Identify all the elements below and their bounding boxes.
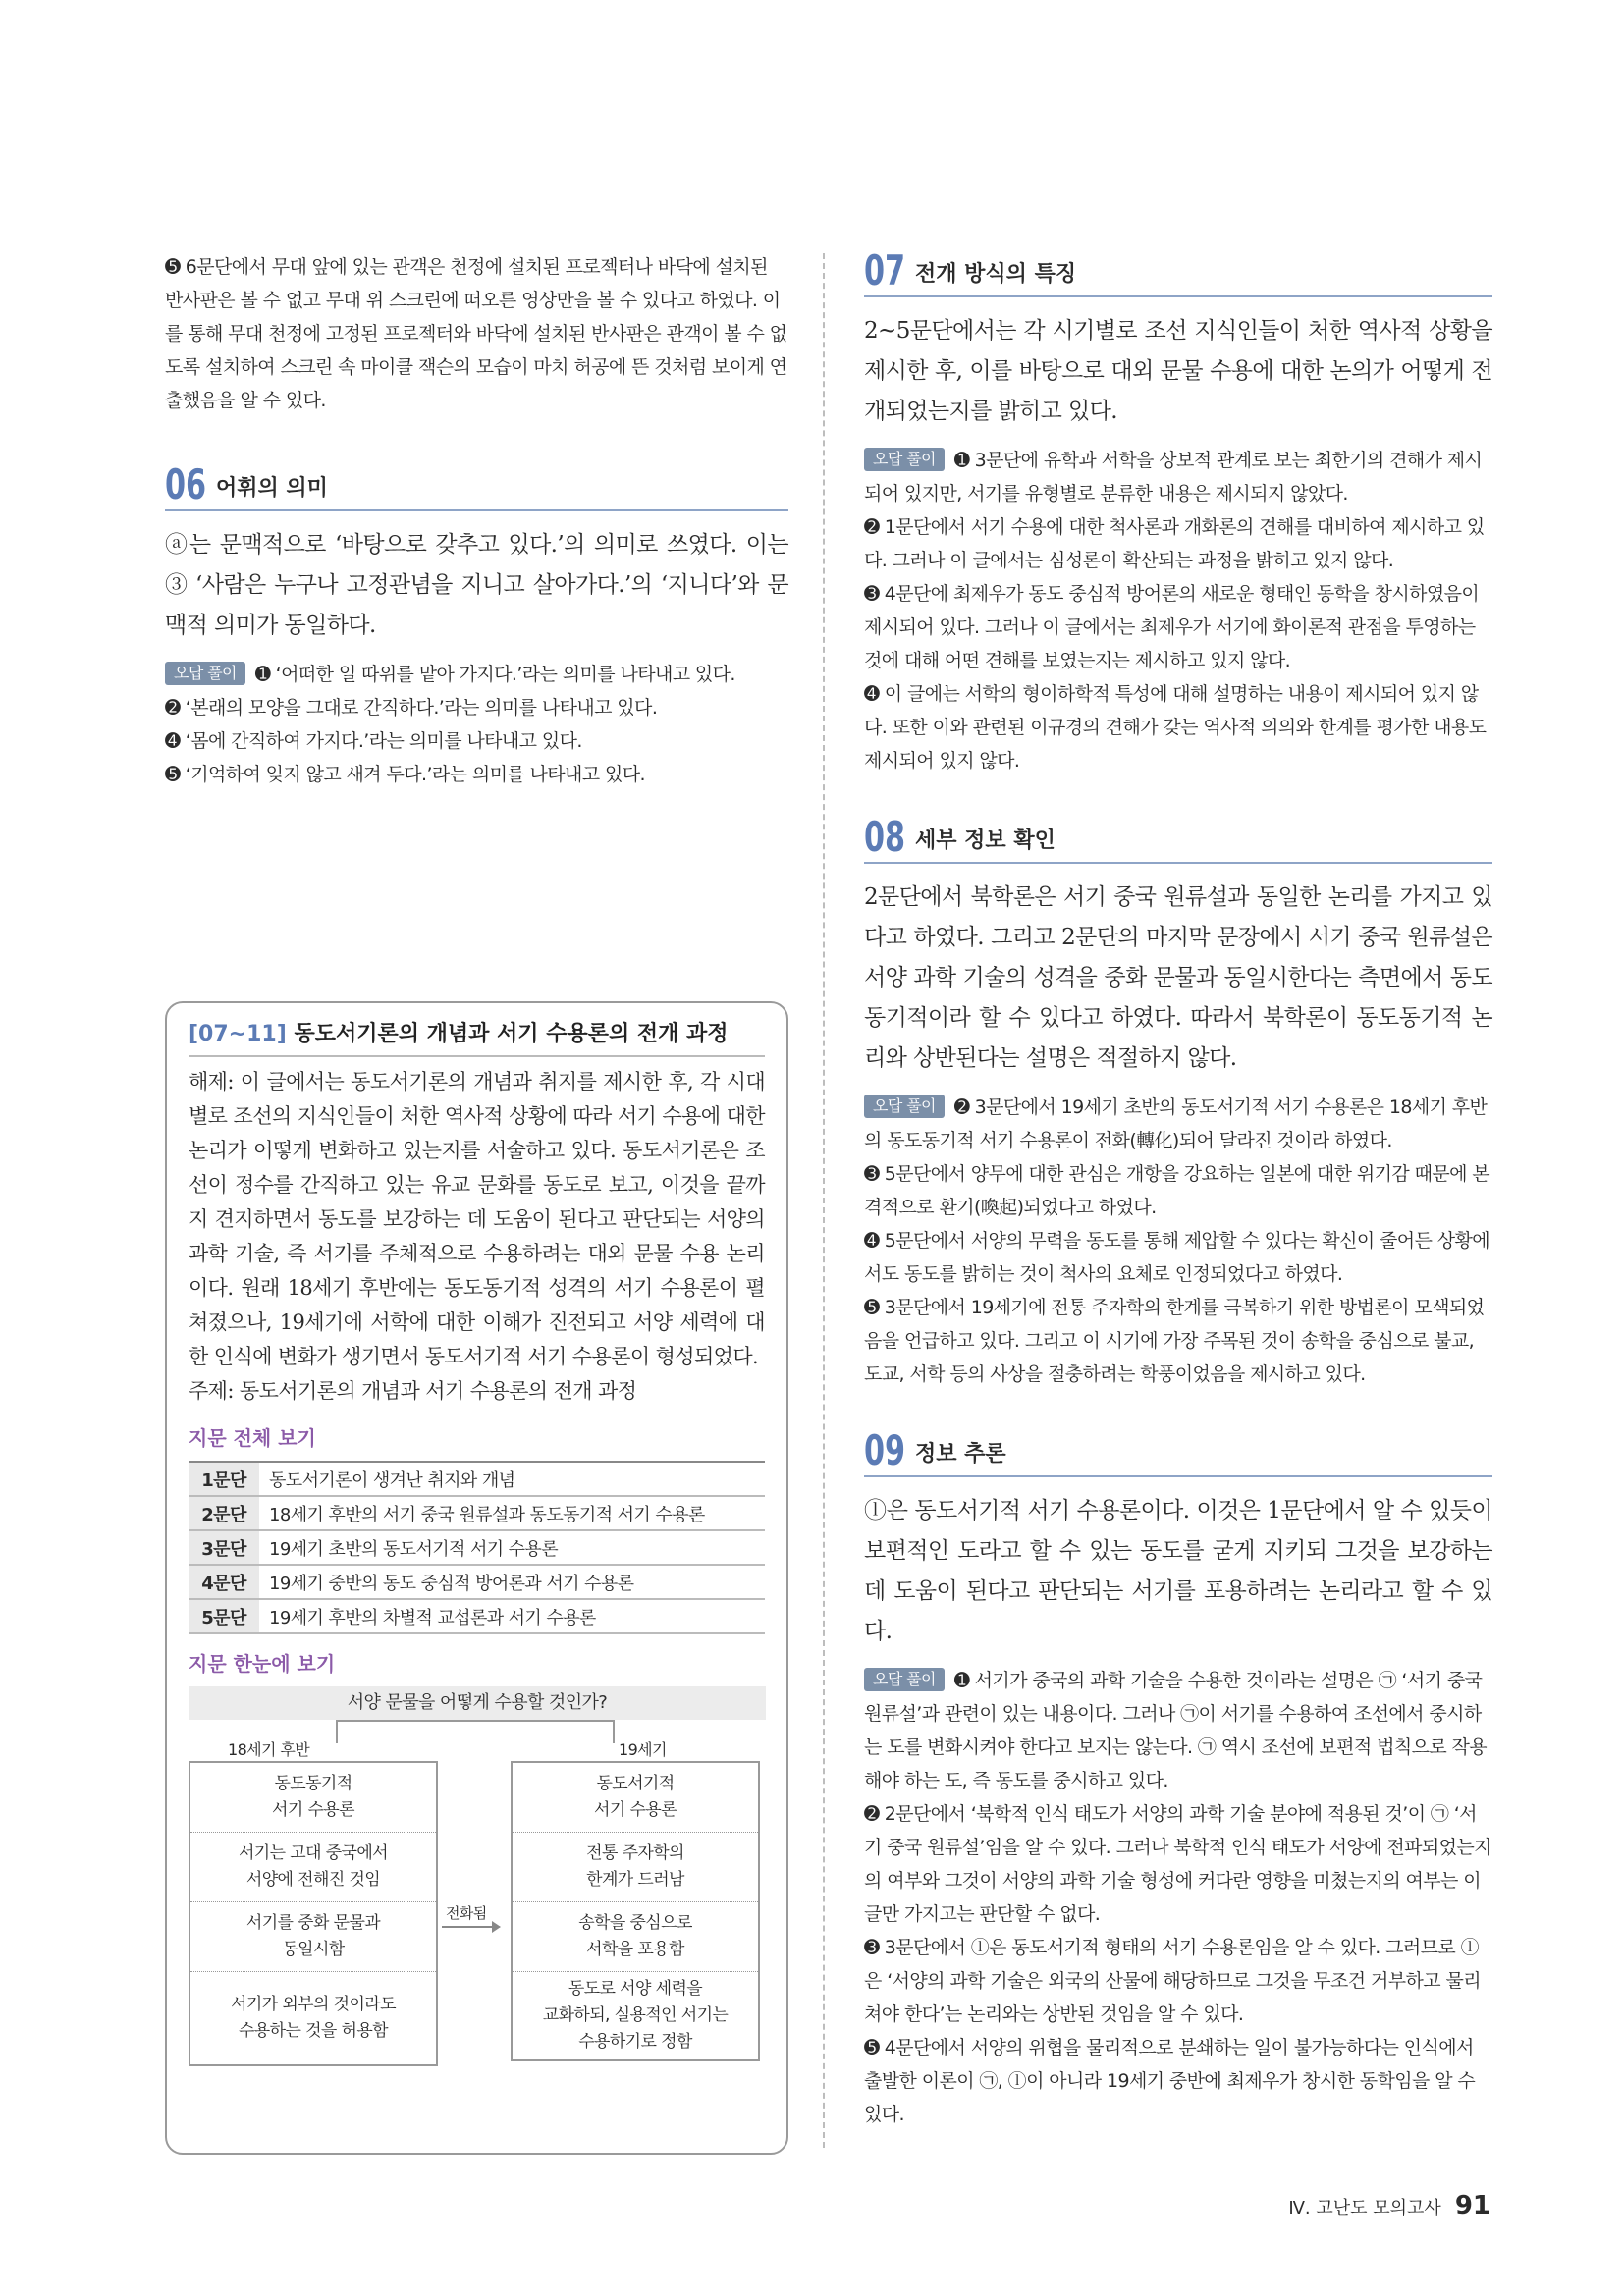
wrong-answer-badge: 오답 풀이 — [864, 1668, 945, 1691]
diagram-cell: 전통 주자학의 한계가 드러남 — [513, 1833, 758, 1902]
right-era-label: 19세기 — [619, 1740, 667, 1759]
wrong-answer-notes — [864, 1091, 1492, 1391]
section-heading-07 — [864, 246, 1492, 297]
paragraph-key: 2문단 — [189, 1496, 259, 1530]
section-body: ⓐ는 문맥적으로 ‘바탕으로 갖추고 있다.’의 의미로 쓰였다. 이는 ➂ ‘사람은 누구나 고정관념을 지니고 살아가다.’의 ‘지니다’와 문맥적 의미가 동일하다. — [165, 532, 788, 638]
note-item: ➌ 3문단에서 ⓛ은 동도서기적 형태의 서기 수용론임을 알 수 있다. 그러므로 ⓛ은 ‘서양의 과학 기술은 외국의 산물에 해당하므로 그것을 무조건 거부하고 물리쳐야 한다’는 논리와는 상반된 것임을 알 수 있다. — [864, 1937, 1481, 2025]
wrong-answer-badge: 오답 풀이 — [864, 448, 945, 471]
note-item: ➎ 3문단에서 19세기에 전통 주자학의 한계를 극복하기 위한 방법론이 모색되었음을 언급하고 있다. 그리고 이 시기에 가장 주목된 것이 송학을 중심으로 불교, 도교, 서학 등의 사상을 절충하려는 학풍이었음을 제시하고 있다. — [864, 1297, 1485, 1385]
right-diagram-box — [511, 1761, 760, 2061]
section-heading-09 — [864, 1426, 1492, 1477]
left-diagram-box — [189, 1761, 438, 2066]
diagram-cell: 서기가 외부의 것이라도 수용하는 것을 허용함 — [231, 1995, 396, 2041]
footer-section: Ⅳ. 고난도 모의고사 — [1288, 2198, 1441, 2218]
paragraph-table — [189, 1461, 765, 1634]
paragraph-summary: 19세기 후반의 차별적 교섭론과 서기 수용론 — [259, 1599, 765, 1633]
note-item: ➌ 4문단에 최제우가 동도 중심적 방어론의 새로운 형태인 동학을 창시하였음이 제시되어 있다. 그러나 이 글에서는 최제우가 서기에 화이론적 관점을 투영하는 것에 대해 어떤 견해를 보였는지는 제시하고 있지 않다. — [864, 583, 1480, 671]
diagram-question: 서양 문물을 어떻게 수용할 것인가? — [189, 1686, 766, 1720]
diagram-cell: 동도서기적 서기 수용론 — [513, 1763, 758, 1833]
box-title-text: 동도서기론의 개념과 서기 수용론의 전개 과정 — [294, 1022, 729, 1046]
table-row — [189, 1496, 765, 1530]
note-item: ➊ 서기가 중국의 과학 기술을 수용한 것이라는 설명은 ㉠ ‘서기 중국 원류설’과 관련이 있는 내용이다. 그러나 ㉠이 서기를 수용하여 조선에서 중시하는 도를 변화시켜야 한다고 보지는 않는다. ㉠ 역시 조선에 보편적 법칙으로 작용해야 하는 도, 즉 동도를 중시하고 있다. — [864, 1670, 1488, 1791]
page-number: 91 — [1454, 2191, 1490, 2220]
column-divider — [823, 253, 825, 2148]
section-title: 어휘의 의미 — [216, 476, 328, 501]
diagram-cell: 동도로 서양 세력을 교화하되, 실용적인 서기는 수용하기로 정함 — [542, 1979, 729, 2052]
diagram-bracket — [336, 1720, 615, 1743]
diagram-cell: 서기는 고대 중국에서 서양에 전해진 것임 — [190, 1833, 436, 1902]
paragraph-summary: 19세기 중반의 동도 중심적 방어론과 서기 수용론 — [259, 1565, 765, 1599]
paragraph-key: 3문단 — [189, 1530, 259, 1565]
note-item: ➍ ‘몸에 간직하여 가지다.’라는 의미를 나타내고 있다. — [165, 730, 582, 752]
explanation-item: ➎ 6문단에서 무대 앞에 있는 관객은 천정에 설치된 프로젝터나 바닥에 설치된 반사판은 볼 수 없고 무대 위 스크린에 떠오른 영상만을 볼 수 있다고 하였다. 이를 통해 무대 천정에 고정된 프로젝터와 바닥에 설치된 반사판은 관객이 볼 수 없도록 설치하여 스크린 속 마이클 잭슨의 모습이 마치 허공에 뜬 것처럼 보이게 연출했음을 알 수 있다. — [165, 256, 787, 411]
section-title: 전개 방식의 특징 — [915, 262, 1077, 287]
section-title: 정보 추론 — [915, 1442, 1006, 1467]
left-era-label: 18세기 후반 — [228, 1740, 310, 1759]
diagram-cell: 동도동기적 서기 수용론 — [190, 1763, 436, 1833]
note-item: ➍ 5문단에서 서양의 무력을 동도를 통해 제압할 수 있다는 확신이 줄어든 상황에서도 동도를 밝히는 것이 척사의 요체로 인정되었다고 하였다. — [864, 1230, 1490, 1285]
table-row — [189, 1599, 765, 1633]
wrong-answer-notes — [165, 658, 788, 791]
question-range: [07~11] — [189, 1022, 287, 1046]
paragraph-key: 1문단 — [189, 1462, 259, 1496]
diagram-cell: 서기를 중화 문물과 동일시함 — [190, 1902, 436, 1972]
section-title: 세부 정보 확인 — [915, 828, 1056, 853]
note-item: ➎ ‘기억하여 잊지 않고 새겨 두다.’라는 의미를 나타내고 있다. — [165, 764, 645, 785]
wrong-answer-notes — [864, 444, 1492, 777]
note-item: ➋ 3문단에서 19세기 초반의 동도서기적 서기 수용론은 18세기 후반의 동도동기적 서기 수용론이 전화(轉化)되어 달라진 것이라 하였다. — [864, 1096, 1488, 1151]
paragraph-summary: 19세기 초반의 동도서기적 서기 수용론 — [259, 1530, 765, 1565]
wrong-answer-badge: 오답 풀이 — [165, 662, 245, 685]
comparison-diagram — [189, 1686, 765, 2059]
paragraph-summary: 동도서기론이 생겨난 취지와 개념 — [259, 1462, 765, 1496]
wrong-answer-badge: 오답 풀이 — [864, 1095, 945, 1118]
passage-summary: 해제: 이 글에서는 동도서기론의 개념과 취지를 제시한 후, 각 시대별로 조선의 지식인들이 처한 역사적 상황에 따라 서기 수용에 대한 논리가 어떻게 변화하고 있는지를 서술하고 있다. 동도서기론은 조선이 정수를 간직하고 있는 유교 문화를 동도로 보고, 이것을 끝까지 견지하면서 동도를 보강하는 데 도움이 된다고 판단되는 서양의 과학 기술, 즉 서기를 주체적으로 수용하려는 대외 문물 수용 논리이다. 원래 18세기 후반에는 동도동기적 성격의 서기 수용론이 펼쳐졌으나, 19세기에 서학에 대한 이해가 진전되고 서양 세력에 대한 인식에 변화가 생기면서 동도서기적 서기 수용론이 형성되었다. — [189, 1070, 765, 1368]
note-item: ➊ 3문단에 유학과 서학을 상보적 관계로 보는 최한기의 견해가 제시되어 있지만, 서기를 유형별로 분류한 내용은 제시되지 않았다. — [864, 450, 1483, 505]
section-body: 2문단에서 북학론은 서기 중국 원류설과 동일한 논리를 가지고 있다고 하였다. 그리고 2문단의 마지막 문장에서 서기 중국 원류설은 서양 과학 기술의 성격을 중화 문물과 동일시한다는 측면에서 동도동기적이라 할 수 있다고 하였다. 따라서 북학론이 동도동기적 논리와 상반된다는 설명은 적절하지 않다. — [864, 884, 1492, 1071]
section-number: 06 — [165, 460, 207, 508]
left-column — [165, 250, 788, 791]
passage-theme: 주제: 동도서기론의 개념과 서기 수용론의 전개 과정 — [189, 1379, 637, 1403]
note-item: ➋ 1문단에서 서기 수용에 대한 척사론과 개화론의 견해를 대비하여 제시하고 있다. 그러나 이 글에서는 심성론이 확산되는 과정을 밝히고 있지 않다. — [864, 516, 1485, 571]
page-footer — [1288, 2191, 1490, 2220]
table-row — [189, 1462, 765, 1496]
passage-summary-box — [165, 1001, 788, 2155]
note-item: ➌ 5문단에서 양무에 대한 관심은 개항을 강요하는 일본에 대한 위기감 때문에 본격적으로 환기(喚起)되었다고 하였다. — [864, 1163, 1490, 1218]
right-column — [864, 246, 1492, 2131]
section-number: 07 — [864, 246, 906, 294]
note-item: ➋ 2문단에서 ‘북학적 인식 태도가 서양의 과학 기술 분야에 적용된 것’이 ㉠ ‘서기 중국 원류설’임을 알 수 있다. 그러나 북학적 인식 태도가 서양에 전파되었는지의 여부와 그것이 서양의 과학 기술 형성에 커다란 영향을 미쳤는지의 여부는 이 글만 가지고는 판단할 수 없다. — [864, 1803, 1491, 1925]
paragraph-summary: 18세기 후반의 서기 중국 원류설과 동도동기적 서기 수용론 — [259, 1496, 765, 1530]
note-item: ➎ 4문단에서 서양의 위협을 물리적으로 분쇄하는 일이 불가능하다는 인식에서 출발한 이론이 ㉠, ⓛ이 아니라 19세기 중반에 최제우가 창시한 동학임을 알 수 있다. — [864, 2037, 1476, 2125]
arrow-icon — [442, 1926, 499, 1928]
note-item: ➋ ‘본래의 모양을 그대로 간직하다.’라는 의미를 나타내고 있다. — [165, 697, 658, 719]
glance-heading: 지문 한눈에 보기 — [189, 1652, 336, 1676]
overview-heading: 지문 전체 보기 — [189, 1426, 316, 1450]
section-heading-08 — [864, 813, 1492, 864]
note-item: ➊ ‘어떠한 일 따위를 맡아 가지다.’라는 의미를 나타내고 있다. — [254, 664, 735, 685]
diagram-cell: 송학을 중심으로 서학을 포용함 — [513, 1902, 758, 1972]
section-number: 09 — [864, 1426, 906, 1474]
section-number: 08 — [864, 813, 906, 861]
box-title — [189, 1017, 765, 1057]
table-row — [189, 1530, 765, 1565]
note-item: ➍ 이 글에는 서학의 형이하학적 특성에 대해 설명하는 내용이 제시되어 있지 않다. 또한 이와 관련된 이규경의 견해가 갖는 역사적 의의와 한계를 평가한 내용도 제시되어 있지 않다. — [864, 683, 1487, 772]
section-heading-06 — [165, 460, 788, 511]
paragraph-key: 4문단 — [189, 1565, 259, 1599]
wrong-answer-notes — [864, 1664, 1492, 2131]
section-body: ⓛ은 동도서기적 서기 수용론이다. 이것은 1문단에서 알 수 있듯이 보편적인 도라고 할 수 있는 동도를 굳게 지키되 그것을 보강하는 데 도움이 된다고 판단되는 서기를 포용하려는 논리라고 할 수 있다. — [864, 1498, 1492, 1644]
paragraph-key: 5문단 — [189, 1599, 259, 1633]
arrow-label: 전화됨 — [446, 1904, 487, 1922]
section-body: 2~5문단에서는 각 시기별로 조선 지식인들이 처한 역사적 상황을 제시한 후, 이를 바탕으로 대외 문물 수용에 대한 논의가 어떻게 전개되었는지를 밝히고 있다. — [864, 318, 1492, 424]
table-row — [189, 1565, 765, 1599]
